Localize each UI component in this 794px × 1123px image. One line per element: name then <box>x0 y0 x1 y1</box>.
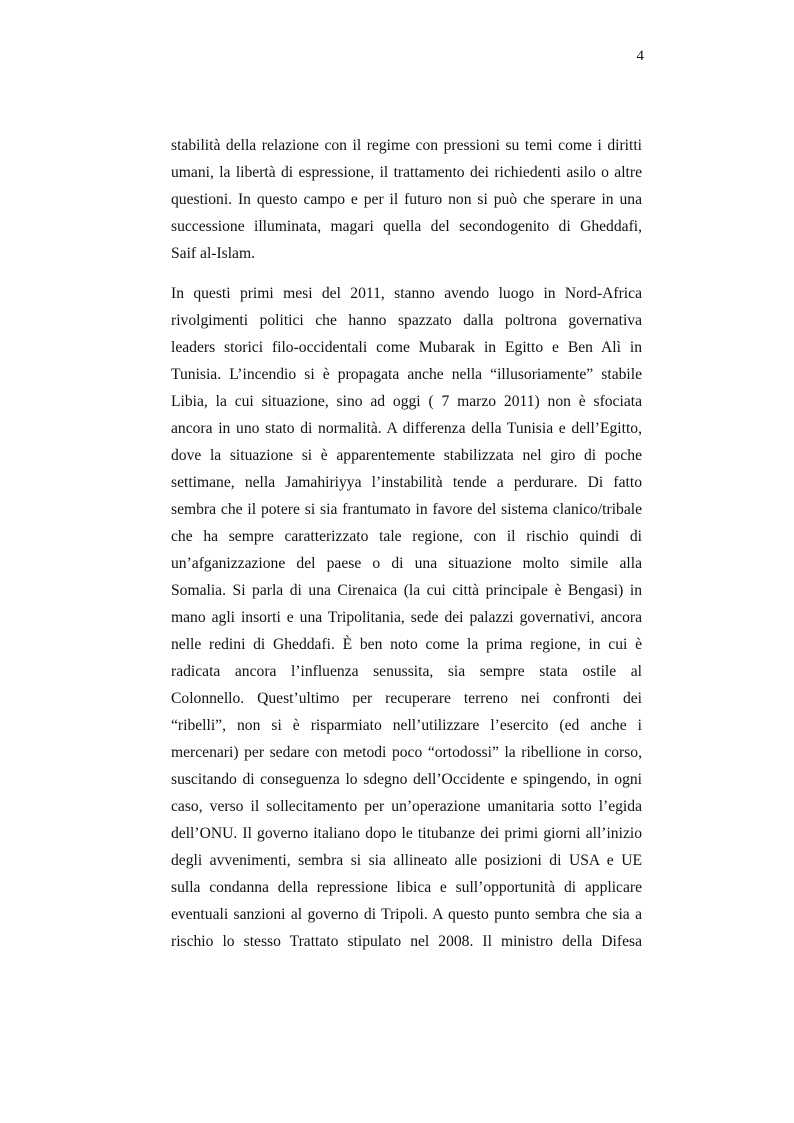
document-body <box>171 132 642 955</box>
text-line: dove la situazione si è apparentemente stabilizzata nel giro di poche <box>171 447 642 464</box>
text-line: stabilità della relazione con il regime con pressioni su temi come i diritti <box>171 137 642 154</box>
text-line: sulla condanna della repressione libica e sull’opportunità di applicare <box>171 879 642 896</box>
text-line: “ribelli”, non si è risparmiato nell’utilizzare l’esercito (ed anche i <box>171 717 642 734</box>
text-line: degli avvenimenti, sembra si sia allineato alle posizioni di USA e UE <box>171 852 642 869</box>
text-line: Colonnello. Quest’ultimo per recuperare terreno nei confronti dei <box>171 690 642 707</box>
text-line: mano agli insorti e una Tripolitania, sede dei palazzi governativi, ancora <box>171 609 642 626</box>
text-line: eventuali sanzioni al governo di Tripoli. A questo punto sembra che sia a <box>171 906 642 923</box>
text-line: leaders storici filo-occidentali come Mubarak in Egitto e Ben Alì in <box>171 339 642 356</box>
page-number: 4 <box>636 48 644 64</box>
text-line: rischio lo stesso Trattato stipulato nel 2008. Il ministro della Difesa <box>171 933 642 950</box>
paragraph <box>171 280 642 955</box>
text-line: ancora in uno stato di normalità. A differenza della Tunisia e dell’Egitto, <box>171 420 642 437</box>
paragraph <box>171 132 642 267</box>
text-line: dell’ONU. Il governo italiano dopo le titubanze dei primi giorni all’inizio <box>171 825 642 842</box>
text-line: Somalia. Si parla di una Cirenaica (la cui città principale è Bengasi) in <box>171 582 642 599</box>
text-line: nelle redini di Gheddafi. È ben noto come la prima regione, in cui è <box>171 636 642 653</box>
text-line: In questi primi mesi del 2011, stanno avendo luogo in Nord-Africa <box>171 285 642 302</box>
text-line: mercenari) per sedare con metodi poco “ortodossi” la ribellione in corso, <box>171 744 642 761</box>
text-line: successione illuminata, magari quella del secondogenito di Gheddafi, <box>171 218 642 235</box>
text-line: Tunisia. L’incendio si è propagata anche nella “illusoriamente” stabile <box>171 366 642 383</box>
text-line: suscitando di conseguenza lo sdegno dell’Occidente e spingendo, in ogni <box>171 771 642 788</box>
text-line: caso, verso il sollecitamento per un’operazione umanitaria sotto l’egida <box>171 798 642 815</box>
text-line: Libia, la cui situazione, sino ad oggi ( 7 marzo 2011) non è sfociata <box>171 393 642 410</box>
text-line: radicata ancora l’influenza senussita, sia sempre stata ostile al <box>171 663 642 680</box>
text-line: sembra che il potere si sia frantumato in favore del sistema clanico/tribale <box>171 501 642 518</box>
text-line: un’afganizzazione del paese o di una situazione molto simile alla <box>171 555 642 572</box>
text-line: umani, la libertà di espressione, il trattamento dei richiedenti asilo o altre <box>171 164 642 181</box>
text-line: Saif al-Islam. <box>171 245 256 262</box>
text-line: rivolgimenti politici che hanno spazzato dalla poltrona governativa <box>171 312 642 329</box>
text-line: questioni. In questo campo e per il futuro non si può che sperare in una <box>171 191 642 208</box>
text-line: che ha sempre caratterizzato tale regione, con il rischio quindi di <box>171 528 642 545</box>
text-line: settimane, nella Jamahiriyya l’instabilità tende a perdurare. Di fatto <box>171 474 642 491</box>
